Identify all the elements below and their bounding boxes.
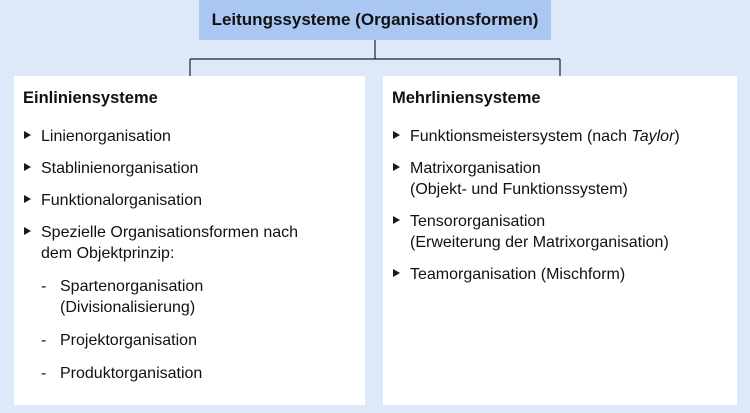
list-item-label: Teamorganisation (Mischform) (410, 266, 626, 283)
sublist-item-label: Produktorganisation (60, 365, 203, 382)
triangle-right-icon (24, 227, 31, 235)
diagram-title: Leitungssysteme (Organisationsformen) (211, 10, 539, 29)
sublist-item (41, 330, 357, 351)
sublist-objektprinzip (41, 276, 357, 384)
dash-bullet: - (41, 278, 47, 295)
list-item (23, 190, 357, 211)
triangle-right-icon (24, 131, 31, 139)
list-item (23, 222, 357, 384)
list-mehrliniensysteme (392, 126, 729, 285)
list-item-label: Funktionalorganisation (41, 192, 202, 209)
triangle-right-icon (393, 131, 400, 139)
panel-einliniensysteme (14, 76, 365, 405)
list-item-label: Stablinienorganisation (41, 160, 199, 177)
sublist-item-label: Projektorganisation (60, 332, 197, 349)
list-item (392, 126, 729, 147)
list-item-label (410, 128, 680, 145)
panel-heading-right: Mehrliniensysteme (392, 89, 541, 107)
sublist-item (41, 363, 357, 384)
list-item-label-suffix: ) (674, 128, 680, 145)
list-item (392, 158, 729, 200)
list-item-label: Matrixorganisation (410, 160, 541, 177)
panel-mehrliniensysteme (383, 76, 737, 405)
list-item (392, 211, 729, 253)
sublist-item-label-line2: (Divisionalisierung) (60, 299, 196, 316)
list-item-label-italic: Taylor (631, 128, 675, 145)
sublist-item (41, 276, 357, 318)
list-item (392, 264, 729, 285)
list-einliniensysteme (23, 126, 357, 384)
triangle-right-icon (393, 216, 400, 224)
sublist-item-label: Spartenorganisation (60, 278, 204, 295)
dash-bullet: - (41, 332, 47, 349)
list-item-label: Linienorganisation (41, 128, 171, 145)
list-item (23, 158, 357, 179)
triangle-right-icon (24, 195, 31, 203)
list-item (23, 126, 357, 147)
triangle-right-icon (393, 163, 400, 171)
dash-bullet: - (41, 365, 47, 382)
list-item-label-line2: (Erweiterung der Matrixorganisation) (410, 234, 669, 251)
list-item-label-line1: Spezielle Organisationsformen nach (41, 224, 299, 241)
triangle-right-icon (24, 163, 31, 171)
triangle-right-icon (393, 269, 400, 277)
panel-heading-left: Einliniensysteme (23, 89, 158, 107)
list-item-label-line2: dem Objektprinzip: (41, 245, 175, 262)
list-item-label: Tensororganisation (410, 213, 546, 230)
list-item-label-line2: (Objekt- und Funktionssystem) (410, 181, 628, 198)
list-item-label-prefix: Funktionsmeistersystem (nach (410, 128, 632, 145)
